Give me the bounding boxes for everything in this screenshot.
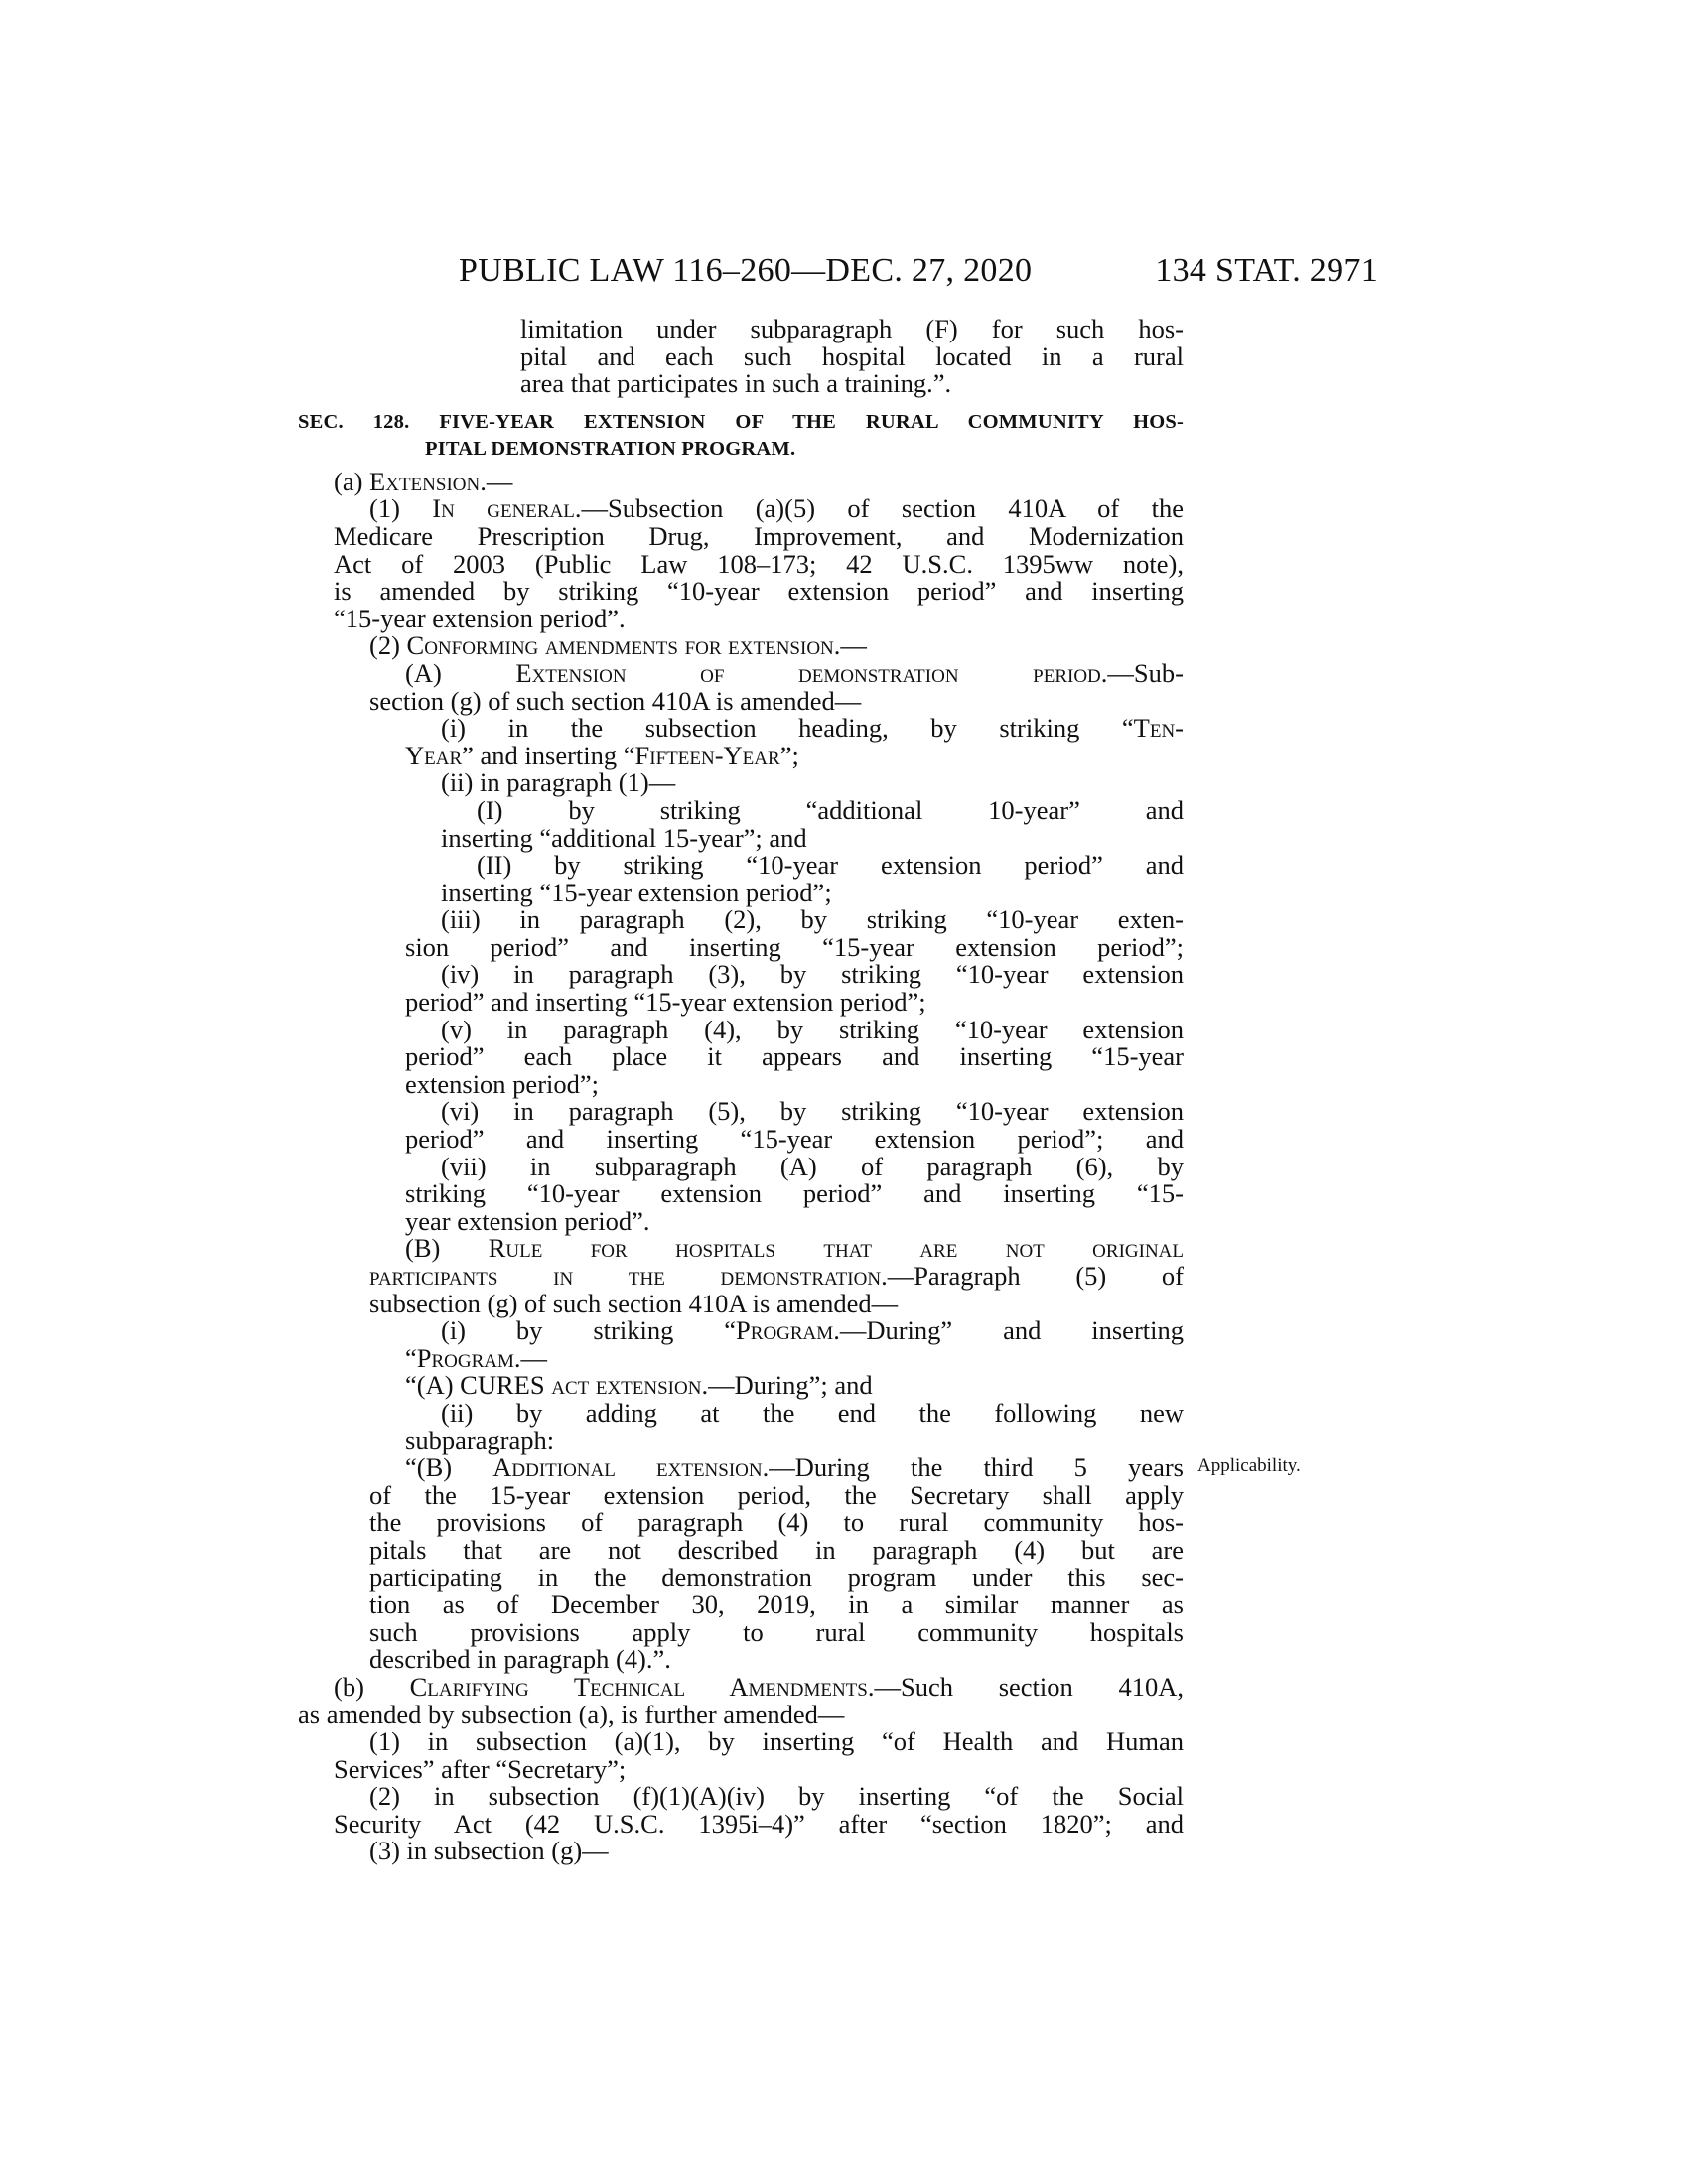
text-line: subparagraph: [405, 1425, 555, 1455]
text-line: pital and each such hospital located in a rural [520, 341, 1184, 371]
text-line: “15-year extension period”. [334, 603, 626, 633]
subparagraph-caption: Additional extension [492, 1452, 763, 1483]
subparagraph-text: .—During the third 5 years [762, 1452, 1184, 1483]
subsection-number: (a) [334, 466, 370, 496]
text-line: such provisions apply to rural community hospitals [369, 1616, 1184, 1647]
text-line: striking “10-year extension period” and inserting “15- [405, 1178, 1184, 1209]
clause-iv: (iv) in paragraph (3), by striking “10-year extension [441, 959, 1184, 990]
subclause-II: (II) by striking “10-year extension period” and [477, 850, 1184, 881]
subsection-a-heading [334, 466, 1184, 496]
subclause-I: (I) by striking “additional 10-year” and [477, 794, 1184, 825]
clause-v: (v) in paragraph (4), by striking “10-year extension [441, 1014, 1184, 1044]
text-line: participating in the demonstration program under this sec- [369, 1562, 1184, 1592]
text-line: limitation under subparagraph (F) for such hos- [520, 314, 1184, 343]
text-line: Act of 2003 (Public Law 108–173; 42 U.S.C. 1395ww note), [334, 548, 1184, 579]
text-line: sion period” and inserting “15-year extension period”; [405, 931, 1184, 962]
text-line: period” each place it appears and inserting “15-year [405, 1041, 1184, 1072]
punctuation: - [1175, 713, 1184, 744]
section-heading-continued: PITAL DEMONSTRATION PROGRAM. [425, 437, 796, 460]
text-line: is amended by striking “10-year extension period” and inserting [334, 576, 1184, 607]
text-line: Medicare Prescription Drug, Improvement, and Modernization [334, 520, 1184, 551]
subparagraph-text: .—Paragraph (5) of [881, 1261, 1184, 1291]
quoted-heading: act extension [551, 1370, 702, 1401]
inserted-subparagraph-B [405, 1454, 1184, 1482]
clause-text: .—During” and inserting [833, 1315, 1184, 1346]
clause-vii: (vii) in subparagraph (A) of paragraph (6), by [441, 1151, 1184, 1181]
text-line: period” and inserting “15-year extension period”; [405, 987, 926, 1018]
subparagraph-number: “(B) [405, 1452, 493, 1483]
text-line: tion as of December 30, 2019, in a similar manner as [369, 1589, 1184, 1620]
text-line [405, 740, 1184, 770]
running-head-title: PUBLIC LAW 116–260—DEC. 27, 2020 [459, 252, 1033, 289]
quoted-heading: Year [405, 740, 463, 770]
text-line: extension period”; [405, 1068, 600, 1099]
clause-ii-b: (ii) by adding at the end the following new [441, 1397, 1184, 1428]
text-line: described in paragraph (4).”. [369, 1644, 671, 1675]
punctuation: .— [513, 1342, 548, 1373]
clause-vi: (vi) in paragraph (5), by striking “10-year extension [441, 1096, 1184, 1127]
subparagraph-caption: participants in the demonstration [369, 1261, 882, 1291]
paragraph-number: (2) [369, 630, 407, 661]
clause-iii: (iii) in paragraph (2), by striking “10-year exten- [441, 904, 1184, 935]
clause-i [441, 715, 1184, 743]
subparagraph-B [405, 1235, 1184, 1263]
quoted-heading: Fifteen-Year [634, 740, 780, 770]
subsection-b [334, 1671, 1184, 1702]
clause-i-b [441, 1317, 1184, 1345]
subsection-caption: Clarifying Technical Amendments [409, 1671, 868, 1702]
punctuation: .— [833, 630, 867, 661]
text-line: Services” after “Secretary”; [334, 1753, 627, 1784]
text-line: year extension period”. [405, 1205, 650, 1236]
clause-text: (i) in the subsection heading, by striking “ [441, 713, 1134, 744]
text-line [405, 1372, 1184, 1400]
paragraph-1-b: (1) in subsection (a)(1), by inserting “of Health and Human [369, 1726, 1184, 1757]
paragraph-2-heading [369, 632, 1184, 660]
subsection-number: (b) [334, 1671, 410, 1702]
clause-text: .—During”; and [701, 1370, 873, 1401]
text-line: section (g) of such section 410A is amended— [369, 685, 862, 716]
text-line: subsection (g) of such section 410A is amended— [369, 1288, 899, 1318]
quoted-heading: Program [416, 1342, 514, 1373]
paragraph-1 [369, 495, 1184, 523]
text-line: pitals that are not described in paragraph (4) but are [369, 1534, 1184, 1565]
paragraph-number: (1) [369, 493, 433, 524]
punctuation: “ [405, 1342, 417, 1373]
paragraph-caption: In general [432, 493, 575, 524]
clause-text: (i) by striking “ [441, 1315, 737, 1346]
text-line: area that participates in such a training.”. [520, 368, 952, 399]
text-line: inserting “15-year extension period”; [441, 877, 832, 907]
subsection-text: .—Such section 410A, [867, 1671, 1184, 1702]
paragraph-2-b: (2) in subsection (f)(1)(A)(iv) by inserting “of the Social [369, 1781, 1184, 1812]
text-line [405, 1342, 1184, 1373]
paragraph-caption: Conforming amendments for extension [406, 630, 834, 661]
section-heading: SEC. 128. FIVE-YEAR EXTENSION OF THE RURAL COMMUNITY HOS- [298, 410, 1184, 433]
subparagraph-caption: Rule for hospitals that are not original [488, 1233, 1184, 1264]
punctuation: ”; [779, 740, 799, 770]
subparagraph-A [405, 657, 1184, 688]
clause-ii: (ii) in paragraph (1)— [441, 767, 676, 798]
text-line [369, 1263, 1184, 1291]
text-line: Security Act (42 U.S.C. 1395i–4)” after “section 1820”; and [334, 1808, 1184, 1839]
text-line: of the 15-year extension period, the Secretary shall apply [369, 1479, 1184, 1510]
paragraph-3-b: (3) in subsection (g)— [369, 1836, 609, 1866]
subsection-caption: Extension [369, 466, 481, 496]
subparagraph-number: (B) [405, 1233, 489, 1264]
text-line: inserting “additional 15-year”; and [441, 822, 807, 853]
quoted-heading: Program [736, 1315, 834, 1346]
quoted-heading: Ten [1133, 713, 1176, 744]
subparagraph-number: (A) [405, 657, 516, 688]
paragraph-text: .—Subsection (a)(5) of section 410A of the [574, 493, 1184, 524]
statute-page-number: 134 STAT. 2971 [1155, 252, 1378, 289]
text-line: period” and inserting “15-year extension period”; and [405, 1124, 1184, 1155]
statute-body [298, 316, 1184, 1865]
clause-text: “(A) CURES [405, 1370, 552, 1401]
margin-note-applicability: Applicability. [1197, 1455, 1301, 1476]
subparagraph-caption: Extension of demonstration period [515, 657, 1101, 688]
clause-text: ” and inserting “ [462, 740, 635, 770]
punctuation: .— [480, 466, 513, 496]
page-header [459, 252, 1378, 292]
text-line: the provisions of paragraph (4) to rural community hos- [369, 1507, 1184, 1538]
text-line: as amended by subsection (a), is further amended— [298, 1699, 845, 1729]
subparagraph-text: .—Sub- [1100, 657, 1184, 688]
